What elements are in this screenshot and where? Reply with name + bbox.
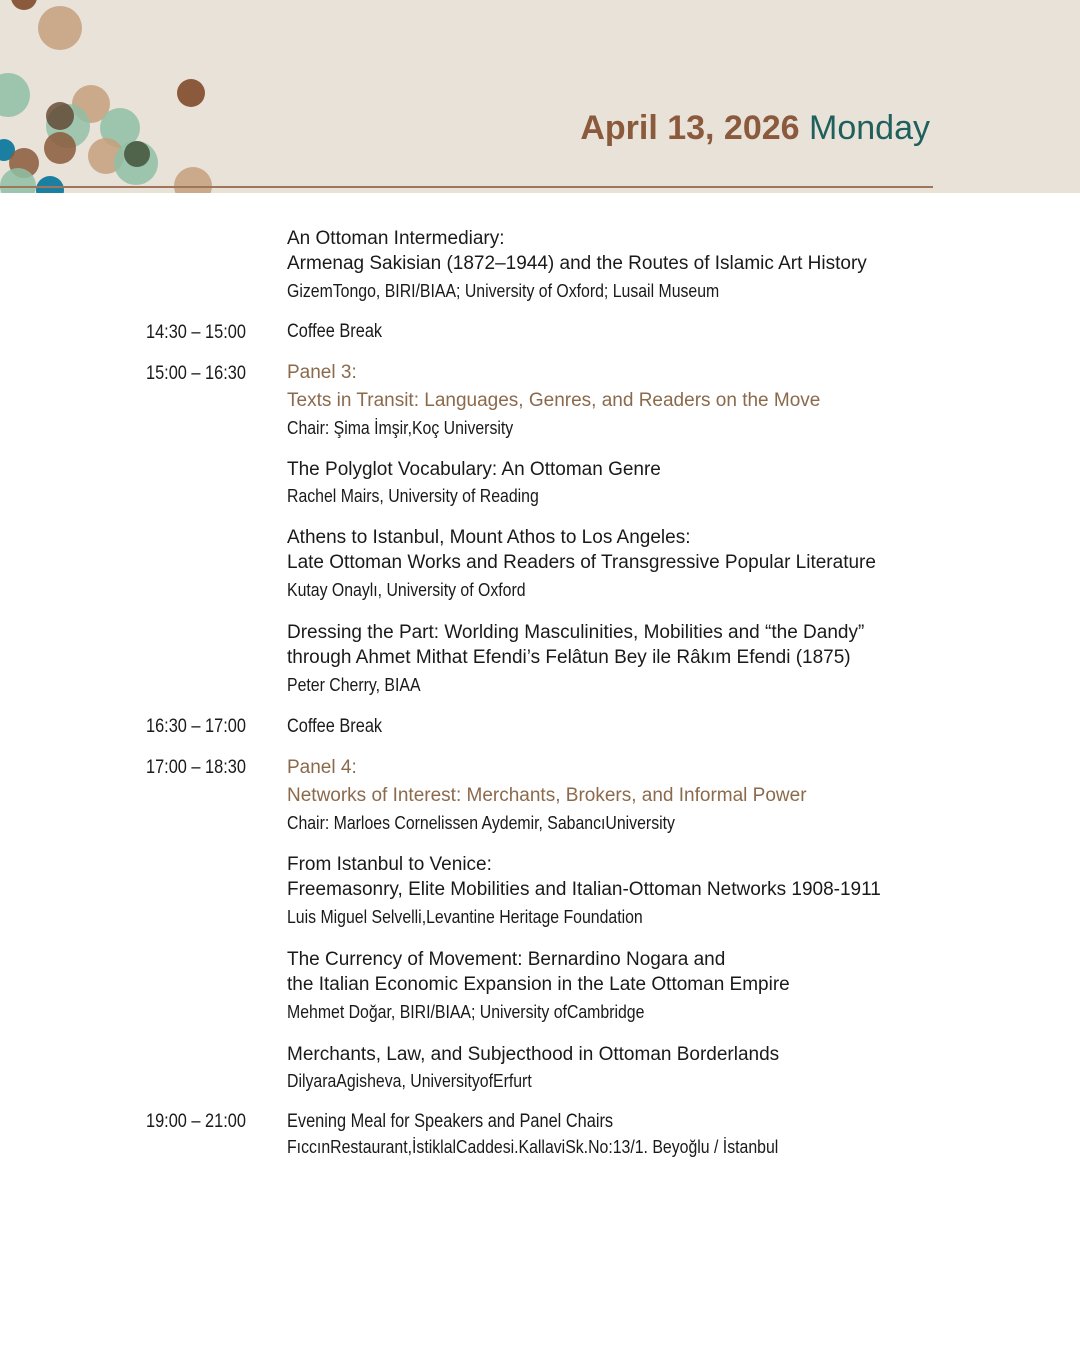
panel-4-header (287, 754, 987, 836)
time-slot: 19:00 – 21:00 (146, 1111, 246, 1132)
date-text: April 13, 2026 (580, 109, 800, 147)
talk-item (287, 947, 987, 1025)
decorative-dots-icon (0, 0, 260, 193)
weekday-text: Monday (809, 109, 930, 147)
talk-title-line1: The Currency of Movement: Bernardino Nogara and (287, 949, 726, 970)
talk-speaker: DilyaraAgisheva, UniversityofErfurt (287, 1071, 532, 1091)
talk-title-line1: From Istanbul to Venice: (287, 854, 492, 875)
date-heading (580, 106, 930, 150)
time-slot: 17:00 – 18:30 (146, 757, 246, 778)
talk-speaker: Kutay Onaylı, University of Oxford (287, 580, 526, 600)
talk-title-line2: through Ahmet Mithat Efendi’s Felâtun Bey ile Râkım Efendi (1875) (287, 647, 851, 668)
talk-title-line2: the Italian Economic Expansion in the Late Ottoman Empire (287, 974, 790, 995)
talk-item (287, 1042, 987, 1094)
header-divider (0, 186, 933, 188)
talk-speaker: Rachel Mairs, University of Reading (287, 486, 539, 506)
dinner-item (287, 1110, 987, 1160)
talk-item (287, 620, 987, 698)
talk-item (287, 525, 987, 603)
coffee-break (287, 320, 987, 344)
header-band (0, 0, 1080, 193)
time-slot: 15:00 – 16:30 (146, 363, 246, 384)
break-label: Coffee Break (287, 716, 383, 737)
panel-label: Panel 3: (287, 362, 357, 383)
talk-item (287, 457, 987, 509)
dinner-title: Evening Meal for Speakers and Panel Chairs (287, 1111, 614, 1132)
talk-title-line1: Dressing the Part: Worlding Masculinities, Mobilities and “the Dandy” (287, 622, 865, 643)
talk-title-line1: The Polyglot Vocabulary: An Ottoman Genre (287, 459, 661, 480)
talk-speaker: Mehmet Doğar, BIRI/BIAA; University ofCambridge (287, 1002, 645, 1022)
dinner-venue: FıccınRestaurant,İstiklalCaddesi.KallaviSk.No:13/1. Beyoğlu / İstanbul (287, 1137, 779, 1157)
break-label: Coffee Break (287, 321, 383, 342)
panel-chair: Chair: Şima İmşir,Koç University (287, 418, 514, 438)
talk-title-line2: Armenag Sakisian (1872–1944) and the Routes of Islamic Art History (287, 253, 867, 274)
talk-item (287, 852, 987, 930)
talk-title-line1: Merchants, Law, and Subjecthood in Ottoman Borderlands (287, 1044, 780, 1065)
talk-speaker: GizemTongo, BIRI/BIAA; University of Oxford; Lusail Museum (287, 281, 720, 301)
talk-sakisian (287, 226, 987, 304)
talk-title-line2: Freemasonry, Elite Mobilities and Italian-Ottoman Networks 1908-1911 (287, 879, 881, 900)
panel-chair: Chair: Marloes Cornelissen Aydemir, SabancıUniversity (287, 813, 675, 833)
panel-3-header (287, 359, 987, 441)
talk-title-line2: Late Ottoman Works and Readers of Transgressive Popular Literature (287, 552, 876, 573)
panel-label: Panel 4: (287, 757, 357, 778)
panel-title: Networks of Interest: Merchants, Brokers, and Informal Power (287, 785, 807, 806)
talk-title-line1: Athens to Istanbul, Mount Athos to Los Angeles: (287, 527, 691, 548)
talk-title-line1: An Ottoman Intermediary: (287, 228, 505, 249)
coffee-break (287, 715, 987, 739)
panel-title: Texts in Transit: Languages, Genres, and Readers on the Move (287, 390, 821, 411)
time-slot: 16:30 – 17:00 (146, 716, 246, 737)
talk-speaker: Luis Miguel Selvelli,Levantine Heritage Foundation (287, 907, 643, 927)
talk-speaker: Peter Cherry, BIAA (287, 675, 421, 695)
time-slot: 14:30 – 15:00 (146, 322, 246, 343)
